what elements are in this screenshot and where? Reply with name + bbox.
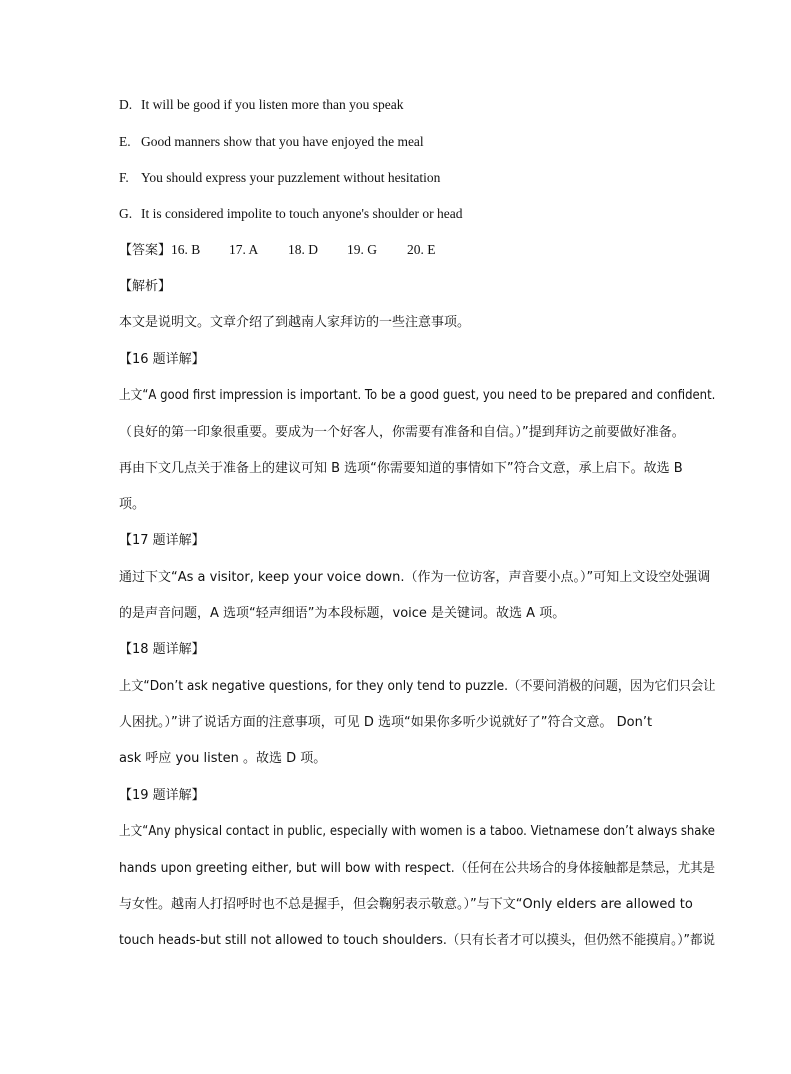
option-letter: F.: [119, 170, 129, 185]
option-g: [119, 206, 462, 222]
option-text: It will be good if you listen more than you speak: [141, 97, 404, 112]
answer-item: 17. A: [229, 242, 259, 257]
option-text: You should express your puzzlement without hesitation: [141, 170, 441, 185]
q18-line: 上文“Don’t ask negative questions, for they only tend to puzzle.（不要问消极的问题，因为它们只会让: [119, 679, 716, 694]
answer-tag: 【答案】: [119, 243, 172, 258]
option-letter: D.: [119, 97, 133, 112]
q16-line: 再由下文几点关于准备上的建议可知 B 选项“你需要知道的事情如下”符合文意，承上启下。故选 B: [119, 461, 683, 476]
option-e: [119, 134, 424, 150]
q17-line: 的是声音问题，A 选项“轻声细语”为本段标题，voice 是关键词。故选 A 项。: [119, 606, 566, 621]
q19-line: touch heads-but still not allowed to touch shoulders.（只有长者才可以摸头，但仍然不能摸肩。）”都说: [119, 933, 715, 948]
q18-line: 人困扰。）”讲了说话方面的注意事项，可见 D 选项“如果你多听少说就好了”符合文意。 Don’t: [119, 715, 653, 730]
option-letter: E.: [119, 134, 131, 149]
option-letter: G.: [119, 206, 133, 221]
option-text: It is considered impolite to touch anyone's shoulder or head: [141, 206, 463, 221]
option-text: Good manners show that you have enjoyed the meal: [141, 134, 424, 149]
answer-item: 16. B: [171, 242, 201, 257]
q16-heading: 【16 题详解】: [119, 352, 205, 367]
answer-item: 19. G: [347, 242, 378, 257]
q18-line: ask 呼应 you listen 。故选 D 项。: [119, 751, 327, 766]
q19-heading: 【19 题详解】: [119, 788, 205, 803]
q19-line: hands upon greeting either, but will bow with respect.（任何在公共场合的身体接触都是禁忌，尤其是: [119, 861, 716, 876]
q16-line: 项。: [119, 497, 146, 512]
q16-line: （良好的第一印象很重要。要成为一个好客人，你需要有准备和自信。）”提到拜访之前要做好准备。: [119, 425, 685, 440]
q18-heading: 【18 题详解】: [119, 642, 205, 657]
q17-line: 通过下文“As a visitor, keep your voice down.（作为一位访客，声音要小点。）”可知上文设空处强调: [119, 570, 711, 585]
q17-heading: 【17 题详解】: [119, 533, 205, 548]
answer-item: 20. E: [407, 242, 436, 257]
analysis-summary: 本文是说明文。文章介绍了到越南人家拜访的一些注意事项。: [119, 315, 471, 330]
answer-line: [119, 242, 436, 259]
q16-line: 上文“A good first impression is important. To be a good guest, you need to be prepared and confident.: [119, 388, 716, 403]
q19-line: 上文“Any physical contact in public, especially with women is a taboo. Vietnamese don’t always shake: [119, 824, 715, 839]
answer-item: 18. D: [288, 242, 319, 257]
q19-line: 与女性。越南人打招呼时也不总是握手，但会鞠躬表示敬意。）”与下文“Only elders are allowed to: [119, 897, 693, 912]
analysis-heading: 【解析】: [119, 279, 172, 294]
option-f: [119, 170, 440, 186]
option-d: [119, 97, 403, 113]
